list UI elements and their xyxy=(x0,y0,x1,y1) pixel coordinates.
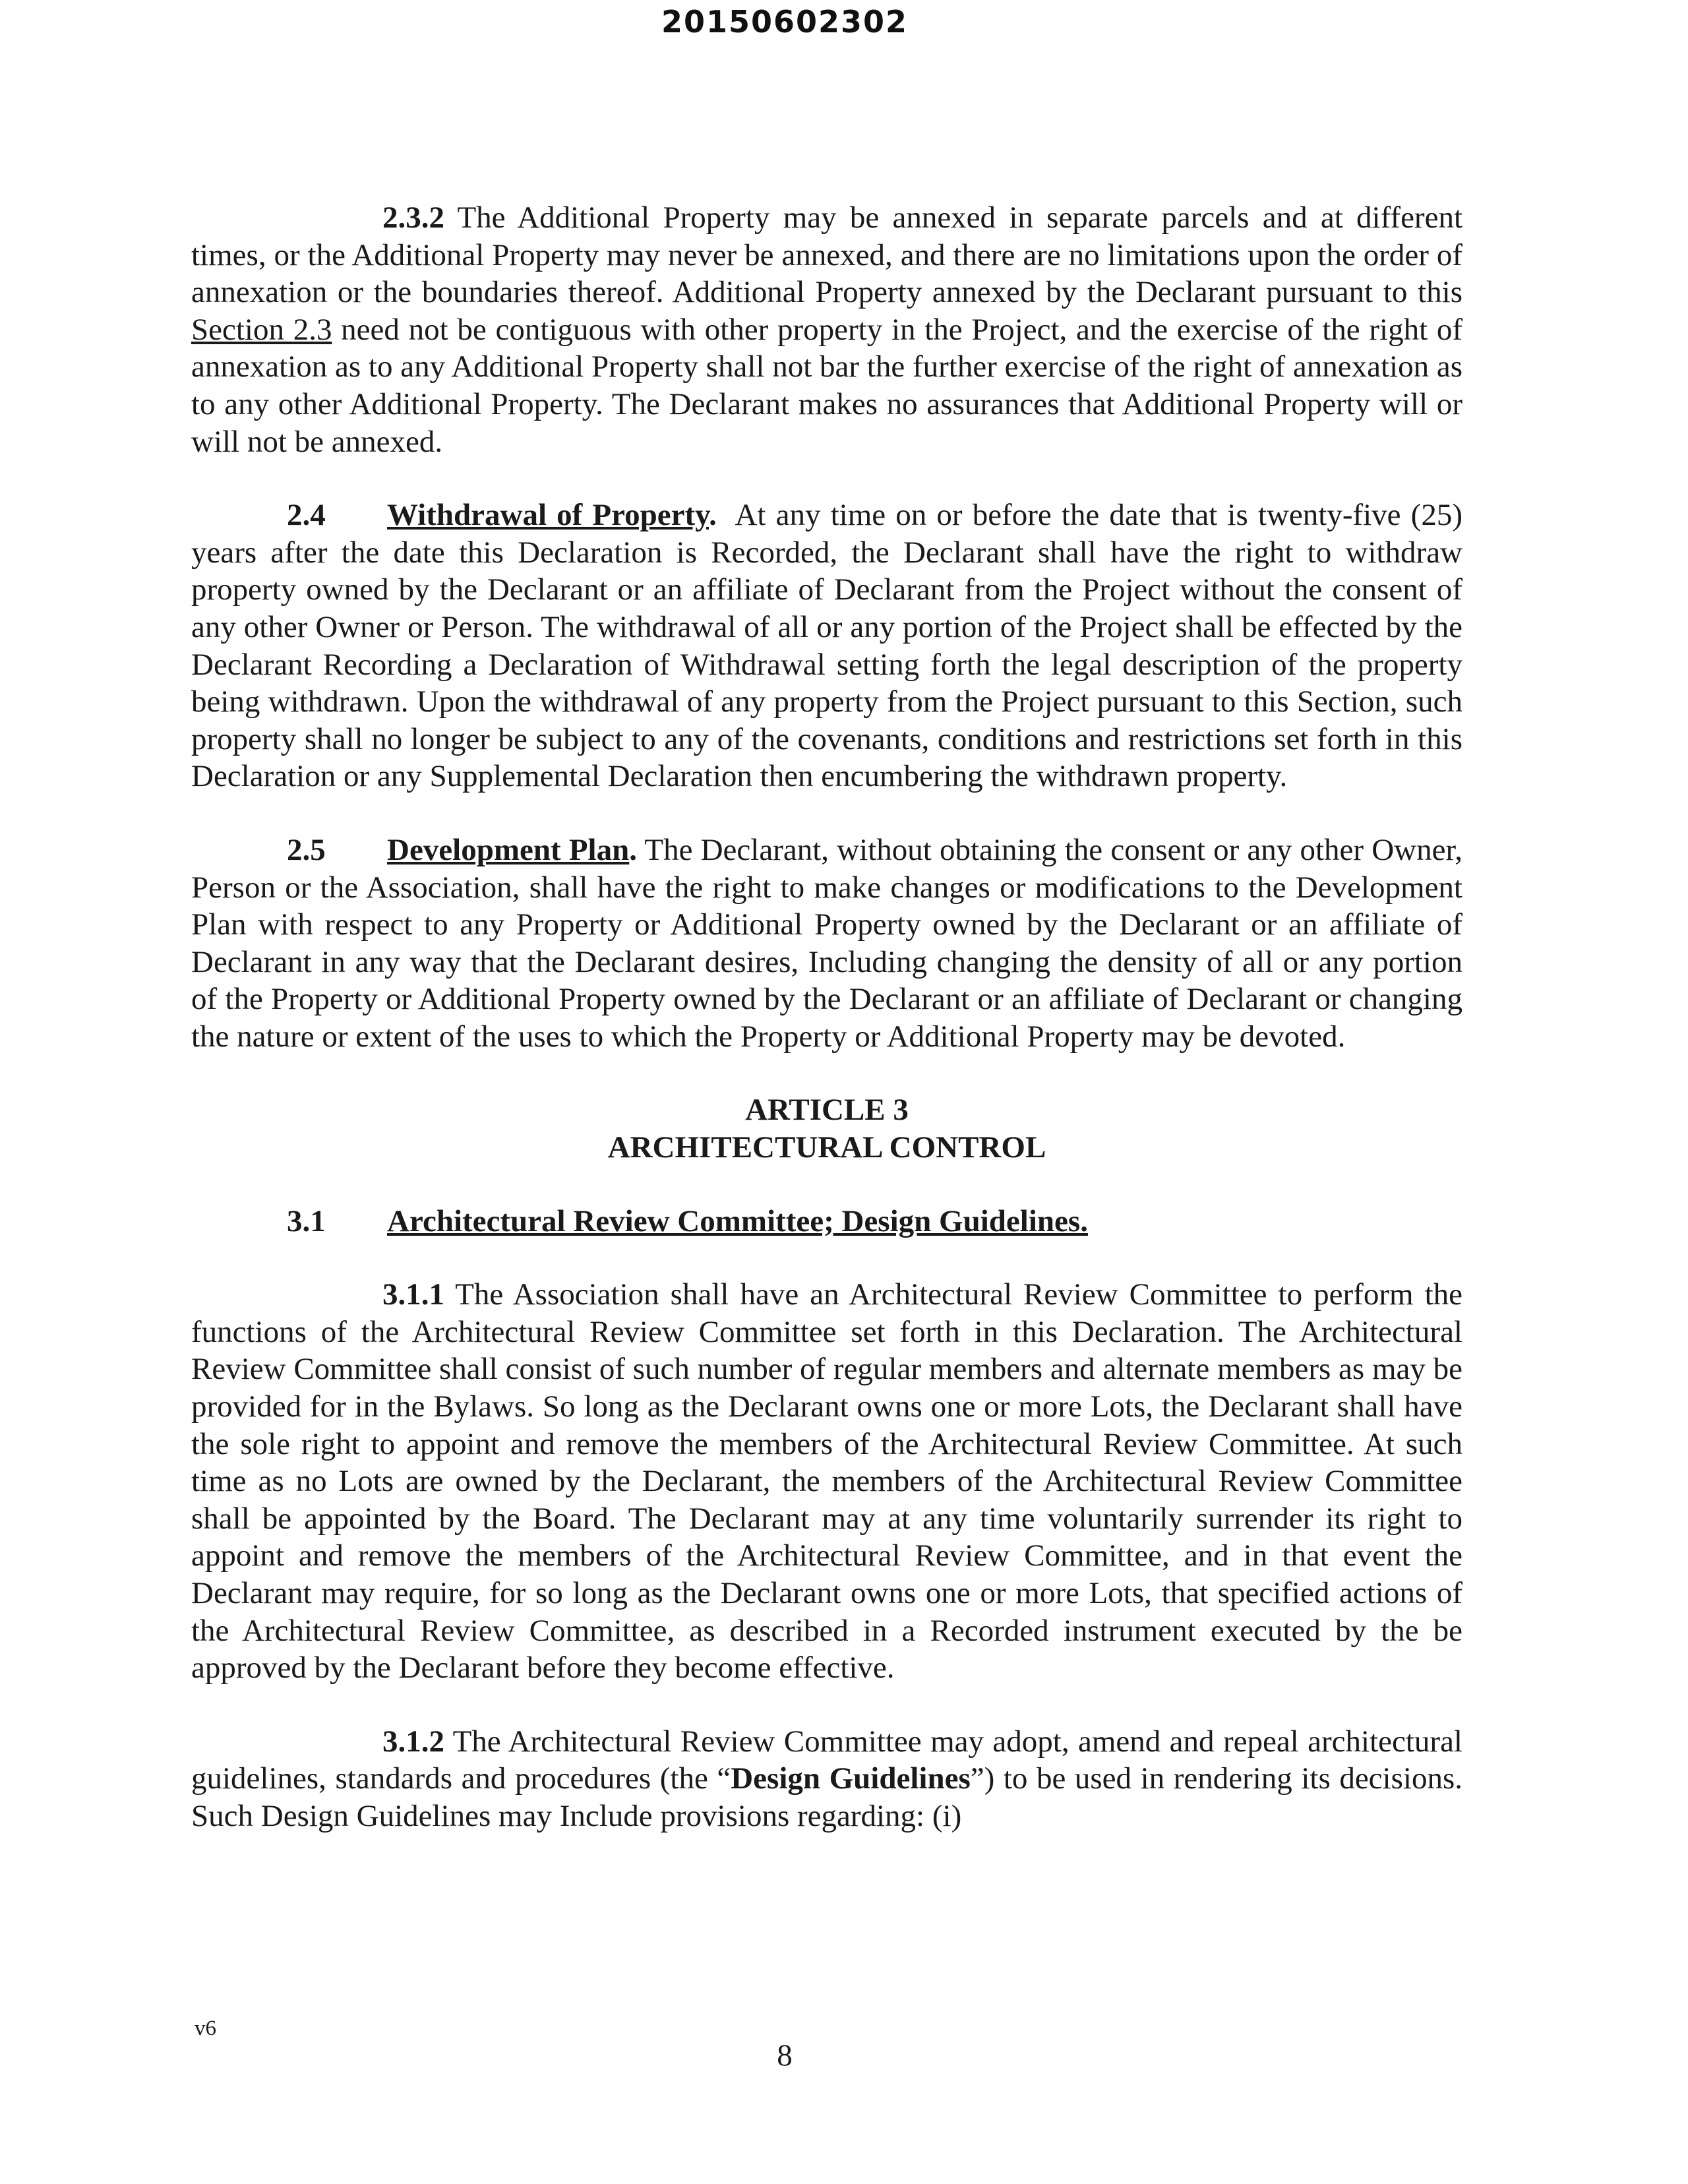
page-number: 8 xyxy=(777,2038,793,2073)
defined-term: Design Guidelines xyxy=(731,1761,971,1796)
section-number: 2.4 xyxy=(287,498,326,533)
section-text: The Declarant, without obtaining the consent or any other Owner, Person or the Association, shall have the right to make changes or modifications to the Development Plan with respect to any Property or Additional Property owned by the Declarant or an affiliate of Declarant in any way that the Declarant desires, Including changing the density of all or any portion of the Property or Additional Property owned by the Declarant or an affiliate of Declarant or changing the nature or extent of the uses to which the Property or Additional Property may be devoted. xyxy=(191,832,1462,1054)
section-3-1-heading xyxy=(191,1203,1462,1240)
section-title: Architectural Review Committee; Design Guidelines. xyxy=(387,1203,1088,1238)
section-text: need not be contiguous with other property in the Project, and the exercise of the right of annexation as to any Additional Property shall not bar the further exercise of the right of annexation as to any other Additional Property. The Declarant makes no assurances that Additional Property will or will not be annexed. xyxy=(191,312,1462,459)
section-2-3-2 xyxy=(191,199,1462,460)
section-reference-link: Section 2.3 xyxy=(191,312,332,347)
section-title: Development Plan xyxy=(387,832,630,867)
article-heading: ARTICLE 3 xyxy=(745,1093,909,1128)
section-number: 2.5 xyxy=(287,832,326,867)
article-title: ARCHITECTURAL CONTROL xyxy=(607,1130,1046,1165)
section-2-5: 2.5 Development Plan. The Declarant, without obtaining the consent or any other Owner, Person or the Association, shall have the right to make changes or modifications to the Development Plan with respect to any Property or Additional Property owned by the Declarant or an affiliate of Declarant in any way that the Declarant desires, Including changing the density of all or any portion of the Property or Additional Property owned by the Declarant or an affiliate of Declarant or changing the nature or extent of the uses to which the Property or Additional Property may be devoted. xyxy=(191,832,1462,1054)
section-3-1-1 xyxy=(191,1276,1462,1687)
section-number: 3.1.1 xyxy=(382,1277,444,1312)
section-text: The Architectural Review Committee may adopt, amend and repeal architectural guidelines, standards and procedures (the “ xyxy=(191,1724,1462,1796)
section-text: The Association shall have an Architectural Review Committee to perform the functions of the Architectural Review Committee set forth in this Declaration. The Architectural Review Committee shall consist of such number of regular members and alternate members as may be provided for in the Bylaws. So long as the Declarant owns one or more Lots, the Declarant shall have the sole right to appoint and remove the members of the Architectural Review Committee. At such time as no Lots are owned by the Declarant, the members of the Architectural Review Committee shall be appointed by the Board. The Declarant may at any time voluntarily surrender its right to appoint and remove the members of the Architectural Review Committee, and in that event the Declarant may require, for so long as the Declarant owns one or more Lots, that specified actions of the Architectural Review Committee, as described in a Recorded instrument executed by the be approved by the Declarant before they become effective. xyxy=(191,1277,1462,1685)
version-label: v6 xyxy=(195,2017,216,2040)
section-number: 2.3.2 xyxy=(382,200,444,235)
section-2-4: 2.4 Withdrawal of Property. At any time on or before the date that is twenty-five (25) years after the date this Declaration is Recorded, the Declarant shall have the right to withdraw property owned by the Declarant or an affiliate of Declarant from the Project without the consent of any other Owner or Person. The withdrawal of all or any portion of the Project shall be effected by the Declarant Recording a Declaration of Withdrawal setting forth the legal description of the property being withdrawn. Upon the withdrawal of any property from the Project pursuant to this Section, such property shall no longer be subject to any of the covenants, conditions and restrictions set forth in this Declaration or any Supplemental Declaration then encumbering the withdrawn property. xyxy=(191,498,1462,794)
section-title: Withdrawal of Property xyxy=(387,498,709,533)
section-number: 3.1.2 xyxy=(382,1724,444,1759)
section-number: 3.1 xyxy=(287,1203,326,1238)
section-3-1-2 xyxy=(191,1723,1462,1835)
document-body xyxy=(191,199,1462,1835)
section-text: At any time on or before the date that is twenty-five (25) years after the date this Declaration is Recorded, the Declarant shall have the right to withdraw property owned by the Declarant or an affiliate of Declarant from the Project without the consent of any other Owner or Person. The withdrawal of all or any portion of the Project shall be effected by the Declarant Recording a Declaration of Withdrawal setting forth the legal description of the property being withdrawn. Upon the withdrawal of any property from the Project pursuant to this Section, such property shall no longer be subject to any of the covenants, conditions and restrictions set forth in this Declaration or any Supplemental Declaration then encumbering the withdrawn property. xyxy=(191,498,1462,794)
section-text: The Additional Property may be annexed in separate parcels and at different times, or the Additional Property may never be annexed, and there are no limitations upon the order of annexation or the boundaries thereof. Additional Property annexed by the Declarant pursuant to this xyxy=(191,200,1463,310)
document-number: 20150602302 xyxy=(661,4,909,40)
section-text: ”) to be used in rendering its decisions. Such Design Guidelines may Include provisions regarding: (i) xyxy=(191,1761,1462,1833)
